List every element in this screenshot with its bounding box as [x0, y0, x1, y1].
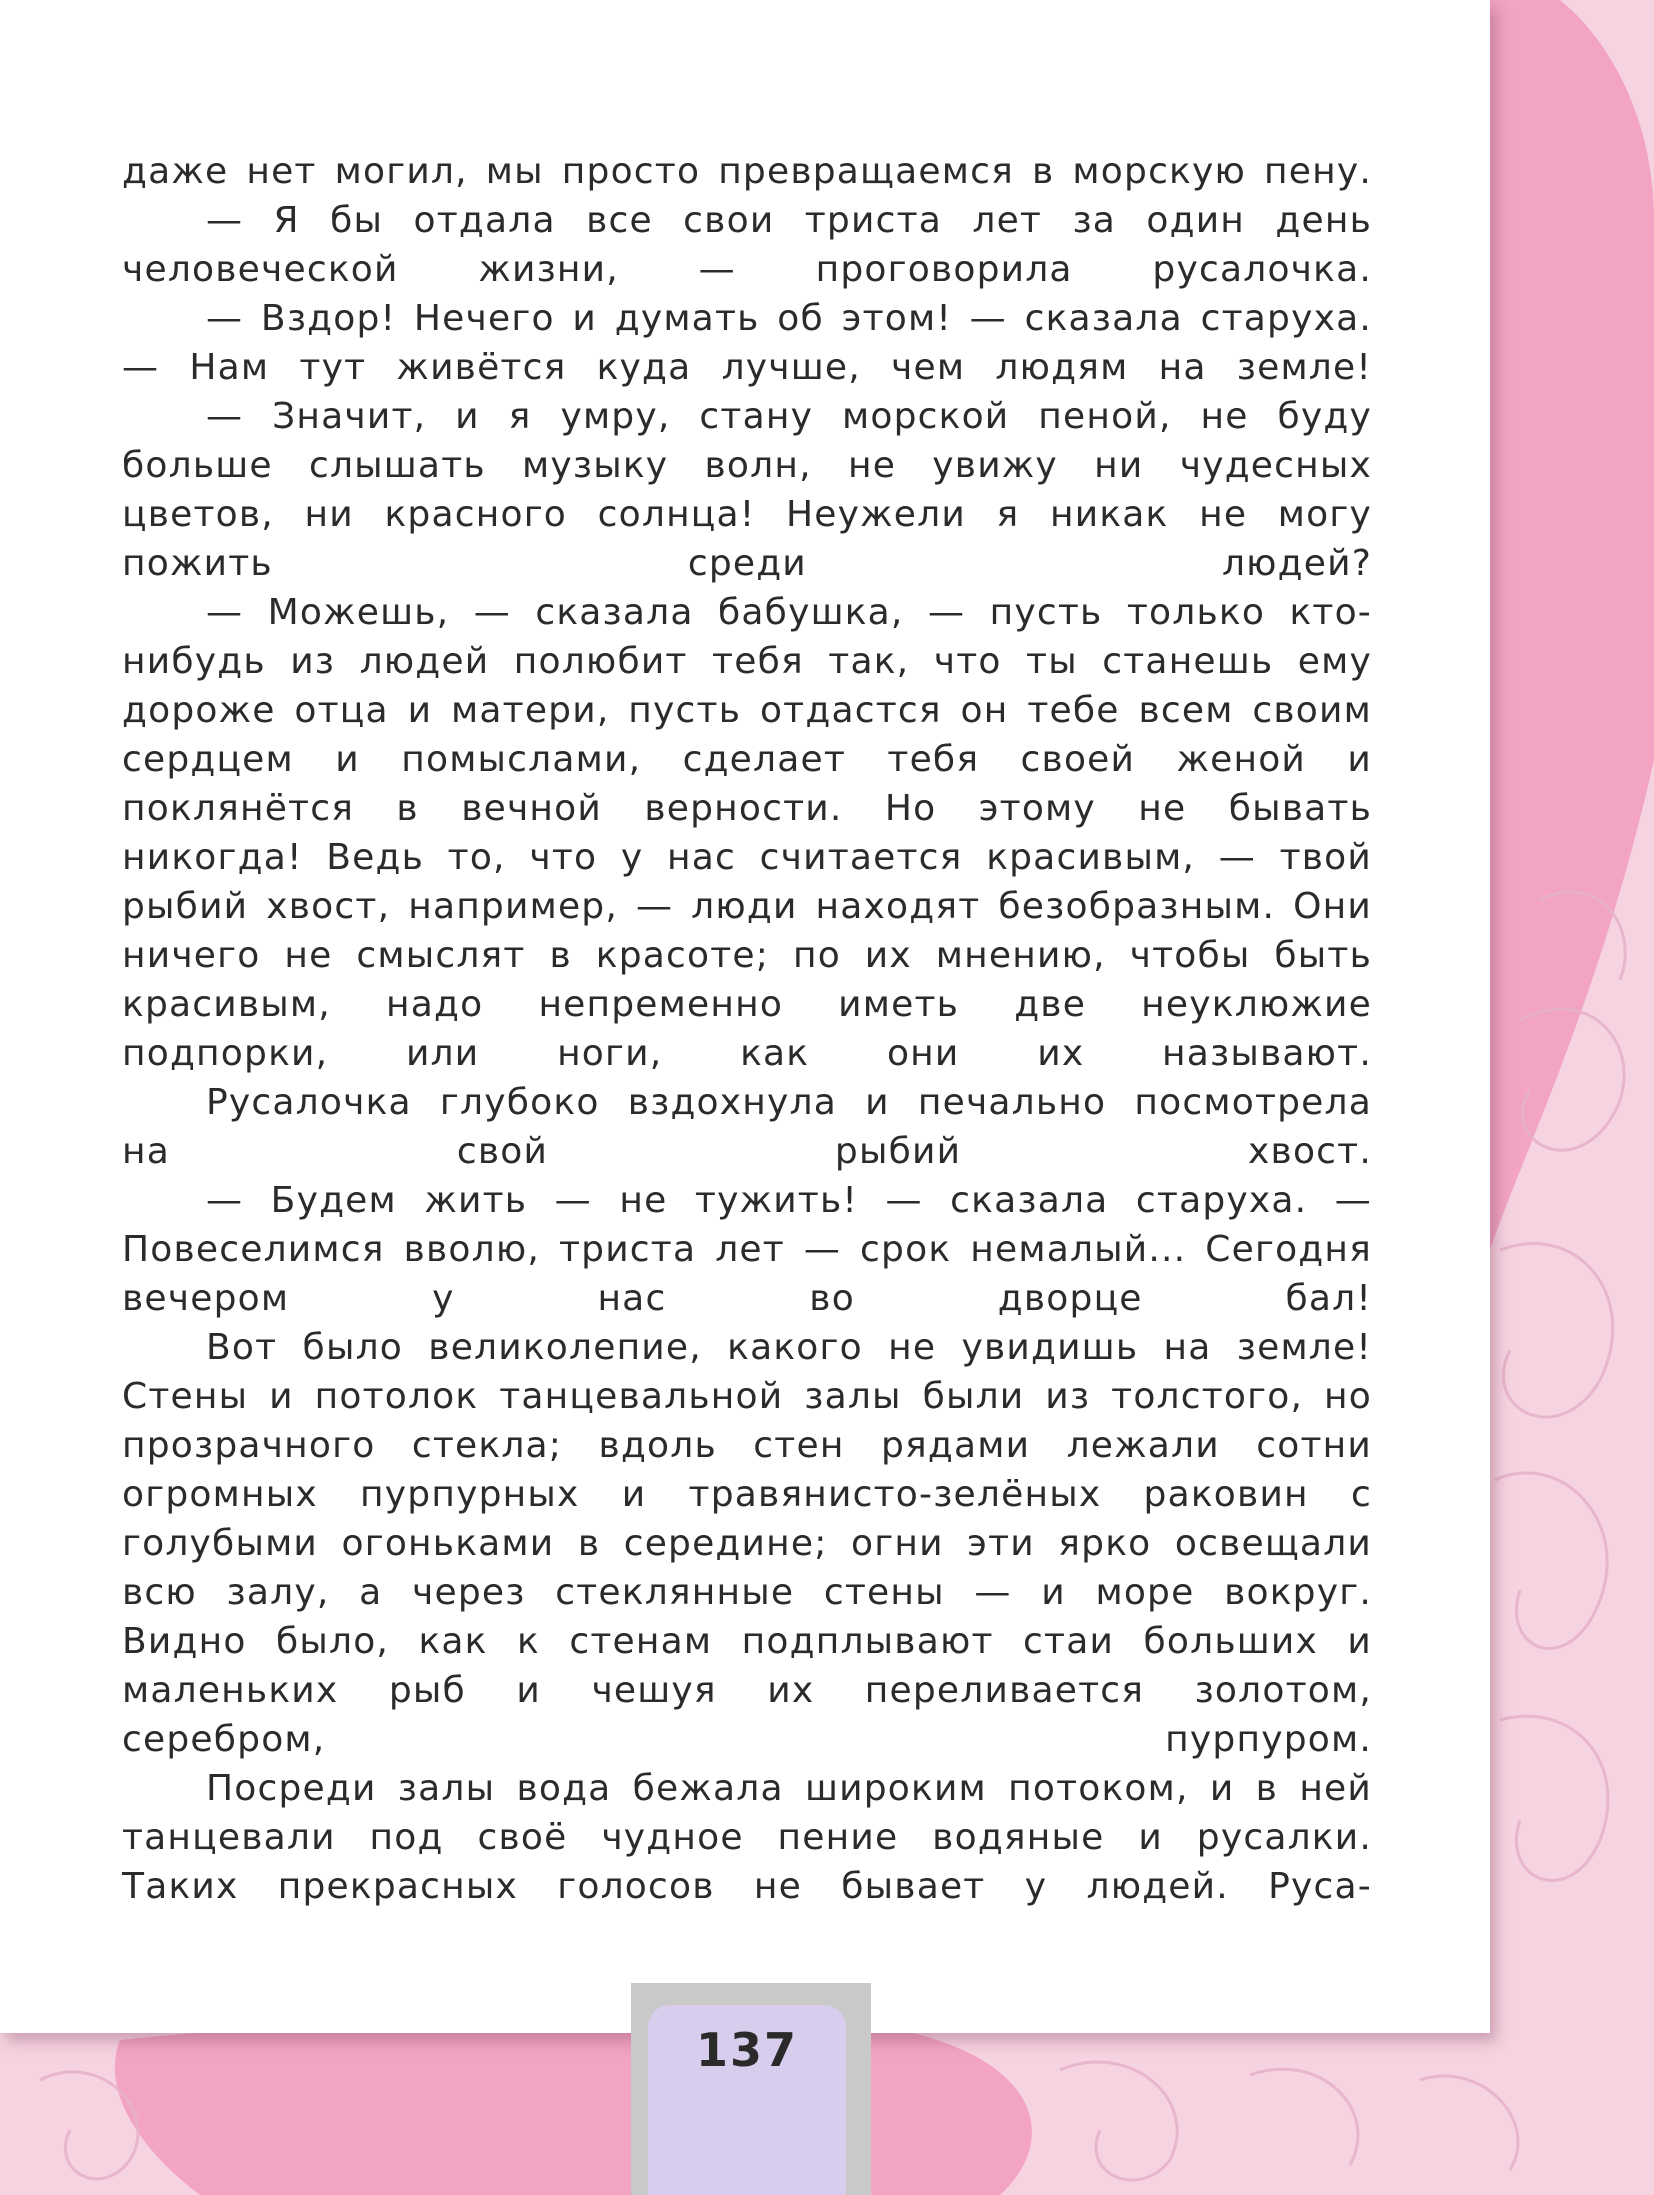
page-number: 137	[695, 2023, 799, 2077]
story-text	[122, 147, 1372, 1911]
paragraph: — Вздор! Нечего и думать об этом! — сказала старуха. — Нам тут живётся куда лучше, чем людям на земле!	[122, 298, 1372, 388]
pink-wave-bottom	[115, 2019, 1032, 2195]
paragraph: — Я бы отдала все свои триста лет за один день человеческой жизни, — проговорила русалочка.	[122, 200, 1372, 290]
paragraph: даже нет могил, мы просто превращаемся в морскую пену.	[122, 151, 1372, 192]
paragraph: Посреди залы вода бежала широким потоком, и в ней танцевали под своё чудное пение водяные и русалки. Таких прекрасных голосов не бывает у людей. Руса-	[122, 1768, 1372, 1907]
paragraph: Вот было великолепие, какого не увидишь на земле! Стены и потолок танцевальной залы были из толстого, но прозрачного стекла; вдоль стен рядами лежали сотни огромных пурпурных и травянисто-зелёных раковин с голубыми огоньками в середине; огни эти ярко освещали всю залу, а через стеклянные стены — и море вокруг. Видно было, как к стенам подплывают стаи больших и маленьких рыб и чешуя их переливается золотом, серебром, пурпуром.	[122, 1327, 1372, 1760]
paragraph: — Можешь, — сказала бабушка, — пусть только кто-нибудь из людей полюбит тебя так, что ты станешь ему дороже отца и матери, пусть отдастся он тебе всем своим сердцем и помыслами, сделает тебя своей женой и поклянётся в вечной верности. Но этому не бывать никогда! Ведь то, что у нас считается красивым, — твой рыбий хвост, например, — люди находят безобразным. Они ничего не смыслят в красоте; по их мнению, чтобы быть красивым, надо непременно иметь две неуклюжие подпорки, или ноги, как они их называют.	[122, 592, 1372, 1074]
paragraph: — Будем жить — не тужить! — сказала старуха. — Повеселимся вволю, триста лет — срок немалый... Сегодня вечером у нас во дворце бал!	[122, 1180, 1372, 1319]
paragraph: Русалочка глубоко вздохнула и печально посмотрела на свой рыбий хвост.	[122, 1082, 1372, 1172]
page-number-box	[648, 2005, 846, 2195]
paragraph: — Значит, и я умру, стану морской пеной, не буду больше слышать музыку волн, не увижу ни чудесных цветов, ни красного солнца! Неужели я никак не могу пожить среди людей?	[122, 396, 1372, 584]
